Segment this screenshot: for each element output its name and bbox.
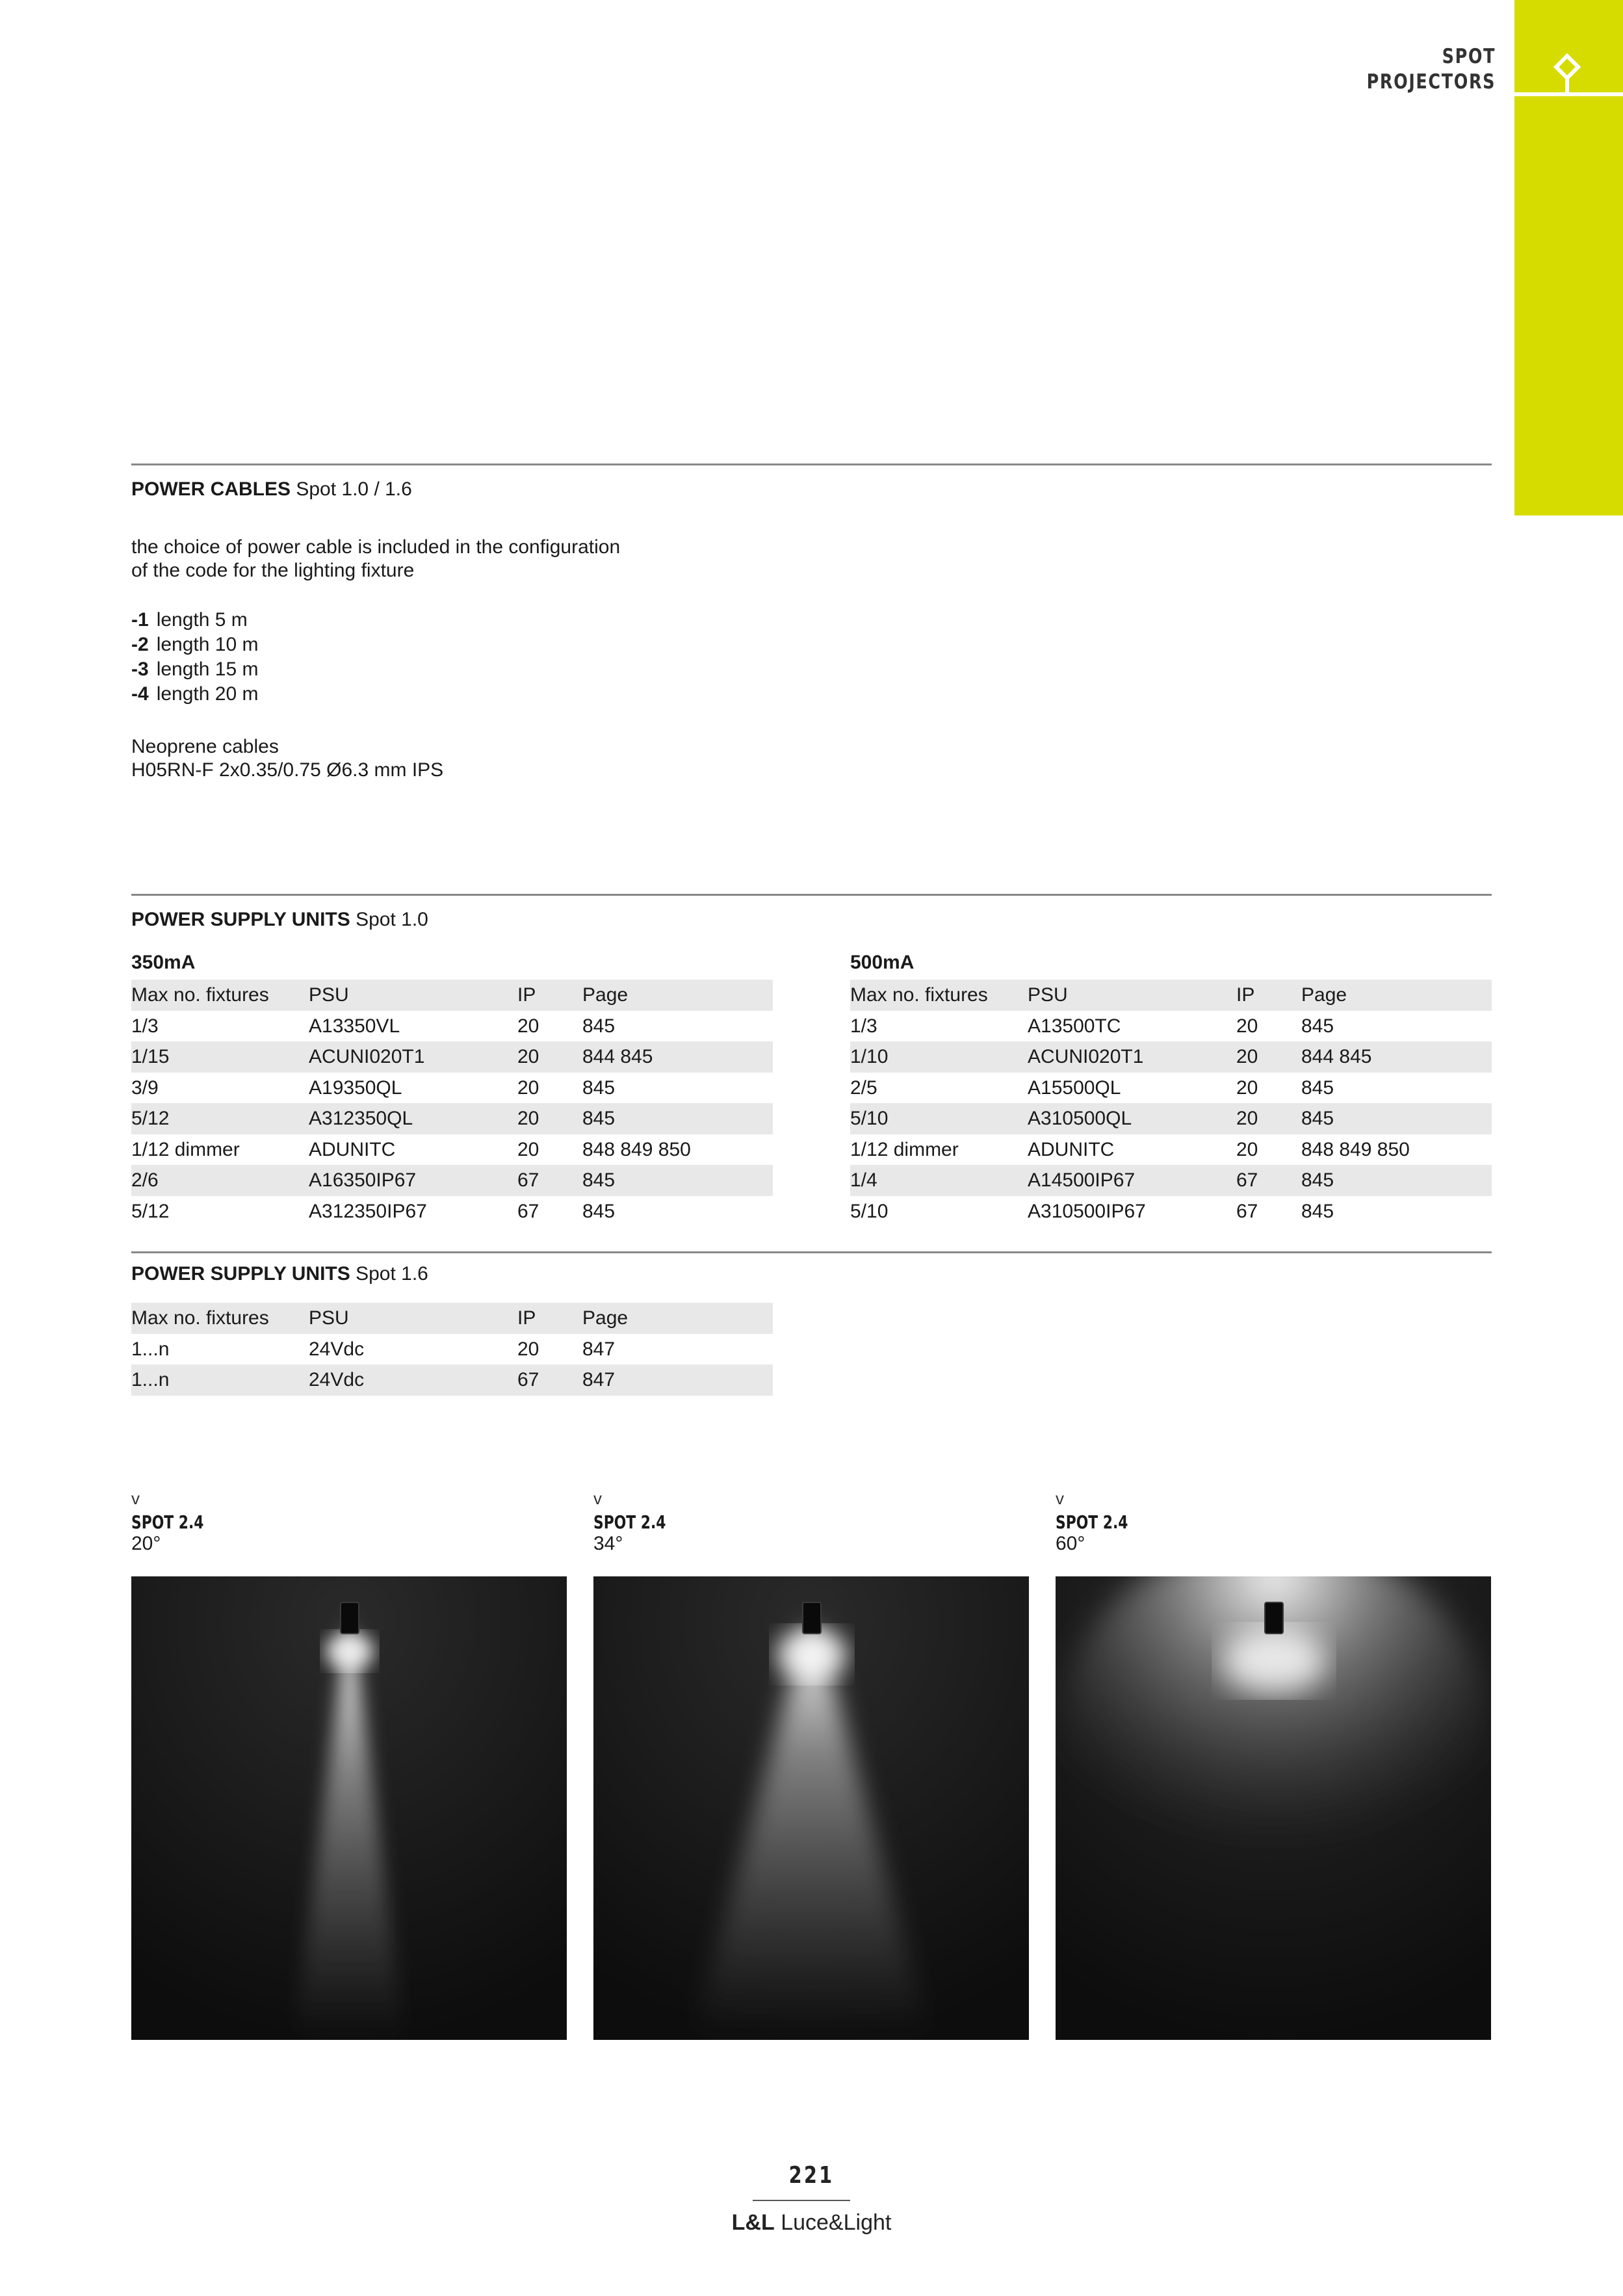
cable-option (131, 682, 258, 707)
beam-photo-60 (1056, 1576, 1491, 2040)
cell: 20 (1236, 1076, 1258, 1099)
column-header: Max no. fixtures (131, 1307, 269, 1329)
column-header: IP (517, 984, 536, 1006)
cell: 20 (1236, 1046, 1258, 1067)
cell: 67 (1236, 1200, 1258, 1222)
column-header: Max no. fixtures (131, 984, 269, 1006)
table-header-row (850, 980, 1492, 1011)
psu-spot16-heading (131, 1262, 428, 1286)
table-title: 500mA (850, 952, 915, 973)
product-name: SPOT 2.4 (131, 1511, 204, 1533)
cell: 845 (582, 1076, 616, 1099)
cell: A310500QL (1028, 1108, 1132, 1129)
psu-350ma-table (131, 951, 773, 1227)
cell: A16350IP67 (309, 1169, 417, 1191)
cell: A13350VL (309, 1015, 400, 1037)
section-label-line2: PROJECTORS (1366, 70, 1496, 94)
diamond-pin-icon (1544, 51, 1590, 96)
brand-footer (0, 2210, 1623, 2236)
table-row (131, 1334, 773, 1365)
table-row (131, 1196, 773, 1227)
table-row (850, 1134, 1492, 1166)
table-row (131, 1134, 773, 1166)
power-cables-heading (131, 478, 412, 501)
cell: 24Vdc (309, 1369, 365, 1390)
cell: 24Vdc (309, 1338, 365, 1360)
cell: 845 (582, 1200, 616, 1222)
psu-spot16-subtitle: Spot 1.6 (356, 1263, 428, 1285)
power-cables-title: POWER CABLES (131, 478, 291, 500)
cell: 1...n (131, 1338, 170, 1360)
cell: 2/6 (131, 1169, 159, 1191)
brand-bold: L&L (731, 2210, 775, 2235)
beam-angle: 20° (131, 1533, 161, 1554)
description-line: the choice of power cable is included in the configuration (131, 536, 621, 558)
cell: 5/10 (850, 1200, 889, 1222)
cell: 845 (582, 1015, 616, 1037)
column-header: Page (582, 984, 629, 1006)
cell: 847 (582, 1369, 616, 1390)
cell: 67 (517, 1200, 539, 1222)
column-header: Max no. fixtures (850, 984, 988, 1006)
cell: ADUNITC (1028, 1138, 1115, 1160)
cell: ADUNITC (309, 1138, 396, 1160)
table-header-row (131, 980, 773, 1011)
column-header: PSU (309, 1307, 349, 1329)
table-row (131, 1011, 773, 1042)
description-line: of the code for the lighting fixture (131, 560, 415, 581)
option-code: -1 (131, 609, 149, 631)
cell: 20 (1236, 1108, 1258, 1129)
option-code: -3 (131, 659, 149, 680)
table-row (131, 1073, 773, 1104)
cell: A13500TC (1028, 1015, 1121, 1037)
option-label: length 10 m (156, 634, 259, 655)
cable-type (131, 735, 443, 782)
table-row (131, 1041, 773, 1073)
column-header: PSU (309, 984, 349, 1006)
option-label: length 15 m (156, 659, 259, 680)
cable-option (131, 608, 258, 633)
table-row (850, 1041, 1492, 1073)
cell: 20 (517, 1138, 539, 1160)
table-row (850, 1196, 1492, 1227)
chevron-down-icon: v (131, 1489, 140, 1508)
cell: 20 (1236, 1015, 1258, 1037)
cell: 1/3 (131, 1015, 159, 1037)
beam-photo-34 (593, 1576, 1029, 2040)
photo-caption (1056, 1489, 1149, 1555)
cell: 20 (517, 1076, 539, 1099)
psu-spot10-subtitle: Spot 1.0 (356, 909, 428, 930)
table-row (850, 1165, 1492, 1196)
column-header: Page (1301, 984, 1347, 1006)
cell: 845 (1301, 1200, 1334, 1222)
chevron-down-icon: v (1056, 1489, 1064, 1508)
cell: 5/12 (131, 1108, 170, 1129)
cable-option (131, 633, 258, 657)
cell: 3/9 (131, 1076, 159, 1099)
cell: 847 (582, 1338, 616, 1360)
cell: ACUNI020T1 (309, 1046, 425, 1067)
cell: 20 (517, 1015, 539, 1037)
cell: 845 (582, 1108, 616, 1129)
cell: 67 (517, 1169, 539, 1191)
table-row (131, 1165, 773, 1196)
cell: 1...n (131, 1369, 170, 1390)
cell: 1/12 dimmer (131, 1138, 240, 1160)
product-name: SPOT 2.4 (593, 1511, 666, 1533)
section-divider (131, 1251, 1492, 1253)
cell: 1/4 (850, 1169, 877, 1191)
cell: 1/15 (131, 1046, 170, 1067)
psu-spot16-table (131, 1303, 773, 1396)
cell: 5/12 (131, 1200, 170, 1222)
cell: 845 (1301, 1015, 1334, 1037)
cell: 845 (582, 1169, 616, 1191)
cell: 848 849 850 (1301, 1138, 1410, 1160)
cell: 20 (517, 1338, 539, 1360)
cell: 845 (1301, 1076, 1334, 1099)
cell: 844 845 (582, 1046, 653, 1067)
power-cables-description (131, 536, 620, 582)
cable-type-line: Neoprene cables (131, 736, 279, 757)
cell: 20 (517, 1108, 539, 1129)
table-row (131, 1364, 773, 1396)
cell: 67 (517, 1369, 539, 1390)
beam-angle: 34° (593, 1533, 623, 1554)
cell: 20 (1236, 1138, 1258, 1160)
table-title: 350mA (131, 952, 196, 973)
cell: 67 (1236, 1169, 1258, 1191)
section-label (1366, 44, 1496, 95)
psu-spot10-heading (131, 908, 428, 932)
cable-type-line: H05RN-F 2x0.35/0.75 Ø6.3 mm IPS (131, 759, 444, 781)
cell: ACUNI020T1 (1028, 1046, 1144, 1067)
cell: 1/12 dimmer (850, 1138, 959, 1160)
table-row (850, 1073, 1492, 1104)
table-row (850, 1011, 1492, 1042)
psu-spot16-title: POWER SUPPLY UNITS (131, 1263, 350, 1285)
brand-name: Luce&Light (781, 2210, 892, 2235)
column-header: Page (582, 1307, 629, 1329)
column-header: PSU (1028, 984, 1068, 1006)
psu-500ma-table (850, 951, 1492, 1227)
cell: 5/10 (850, 1108, 889, 1129)
power-cables-subtitle: Spot 1.0 / 1.6 (296, 478, 412, 500)
cell: A310500IP67 (1028, 1200, 1146, 1222)
cell: A14500IP67 (1028, 1169, 1136, 1191)
page-number: 221 (788, 2162, 835, 2189)
cell: 845 (1301, 1108, 1334, 1129)
cable-option (131, 657, 258, 682)
cell: 844 845 (1301, 1046, 1372, 1067)
beam-photo-20 (131, 1576, 567, 2040)
cell: A312350IP67 (309, 1200, 427, 1222)
cell: A15500QL (1028, 1076, 1121, 1099)
section-label-line1: SPOT (1442, 45, 1496, 68)
option-code: -4 (131, 683, 149, 705)
beam-angle: 60° (1056, 1533, 1085, 1554)
cell: 1/3 (850, 1015, 877, 1037)
psu-spot10-title: POWER SUPPLY UNITS (131, 909, 350, 930)
table-row (850, 1103, 1492, 1134)
section-divider (131, 463, 1492, 465)
option-label: length 5 m (156, 609, 248, 631)
cell: 2/5 (850, 1076, 877, 1099)
cell: A19350QL (309, 1076, 402, 1099)
cell: 1/10 (850, 1046, 889, 1067)
product-name: SPOT 2.4 (1056, 1511, 1128, 1533)
table-row (131, 1103, 773, 1134)
column-header: IP (1236, 984, 1255, 1006)
cable-length-options (131, 608, 258, 707)
option-code: -2 (131, 634, 149, 655)
footer-divider (753, 2200, 850, 2201)
table-header-row (131, 1303, 773, 1334)
column-header: IP (517, 1307, 536, 1329)
cell: 845 (1301, 1169, 1334, 1191)
cell: 848 849 850 (582, 1138, 691, 1160)
cell: A312350QL (309, 1108, 413, 1129)
cell: 20 (517, 1046, 539, 1067)
photo-caption (131, 1489, 224, 1555)
chevron-down-icon: v (593, 1489, 602, 1508)
option-label: length 20 m (156, 683, 259, 705)
photo-caption (593, 1489, 686, 1555)
section-divider (131, 894, 1492, 896)
